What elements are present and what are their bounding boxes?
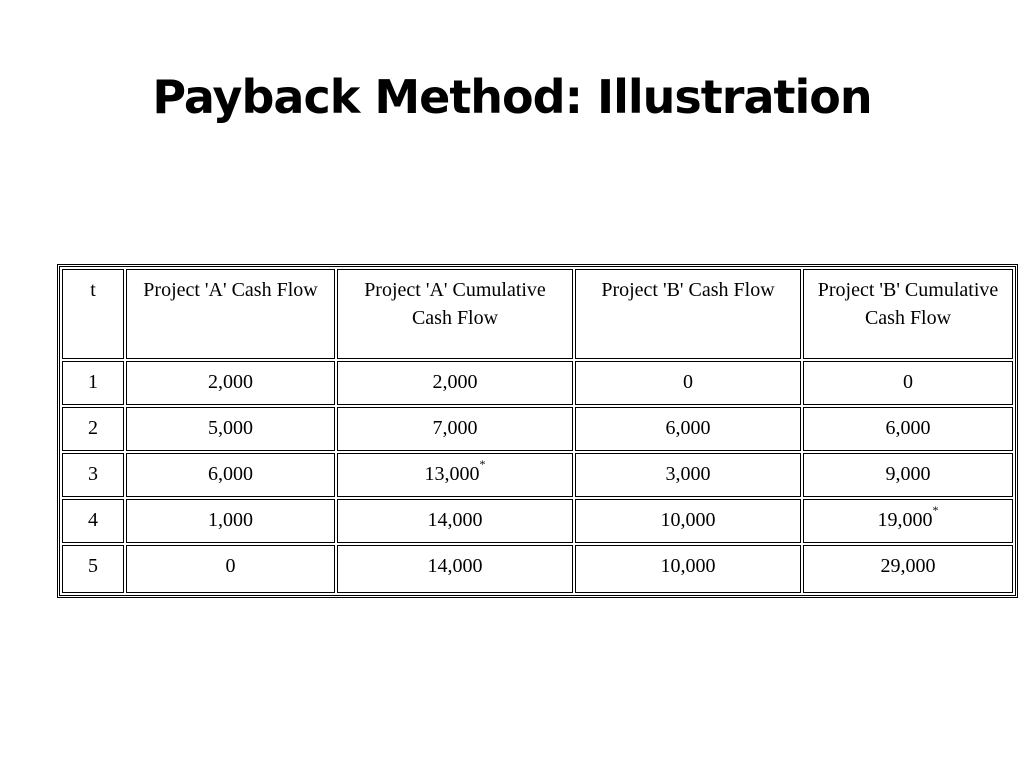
- header-project-a-cumulative: Project 'A' Cumulative Cash Flow: [337, 269, 573, 359]
- table-row: [62, 361, 1013, 405]
- cell-b-cumulative-value: 19,000: [877, 509, 933, 531]
- cell-a-cumulative: [337, 453, 573, 497]
- table-row: [62, 499, 1013, 543]
- cell-b-cumulative: 6,000: [803, 407, 1013, 451]
- cell-period: 1: [62, 361, 124, 405]
- cell-a-cumulative: 14,000: [337, 499, 573, 543]
- table-row: [62, 545, 1013, 593]
- cell-a-cumulative-value: 13,000: [424, 463, 480, 485]
- cell-a-cumulative: 2,000: [337, 361, 573, 405]
- cell-period: 4: [62, 499, 124, 543]
- cell-b-cumulative: 0: [803, 361, 1013, 405]
- cell-a-cash: 1,000: [126, 499, 335, 543]
- cell-b-cash: 3,000: [575, 453, 801, 497]
- cell-a-cash: 0: [126, 545, 335, 593]
- cell-period: 5: [62, 545, 124, 593]
- cell-b-cumulative: [803, 499, 1013, 543]
- table-row: [62, 453, 1013, 497]
- header-project-b-cash-flow: Project 'B' Cash Flow: [575, 269, 801, 359]
- payback-marker: *: [932, 503, 939, 518]
- header-project-b-cumulative: Project 'B' Cumulative Cash Flow: [803, 269, 1013, 359]
- header-project-a-cash-flow: Project 'A' Cash Flow: [126, 269, 335, 359]
- cell-period: 3: [62, 453, 124, 497]
- cell-a-cash: 6,000: [126, 453, 335, 497]
- payback-marker: *: [479, 457, 486, 472]
- cell-a-cash: 5,000: [126, 407, 335, 451]
- cell-a-cash: 2,000: [126, 361, 335, 405]
- slide-title: Payback Method: Illustration: [152, 70, 872, 124]
- header-period: t: [62, 269, 124, 359]
- table-header-row: [62, 269, 1013, 359]
- cell-b-cash: 0: [575, 361, 801, 405]
- cell-a-cumulative: 7,000: [337, 407, 573, 451]
- cell-period: 2: [62, 407, 124, 451]
- cell-b-cash: 6,000: [575, 407, 801, 451]
- cell-b-cash: 10,000: [575, 545, 801, 593]
- cell-b-cumulative: 9,000: [803, 453, 1013, 497]
- cell-b-cash: 10,000: [575, 499, 801, 543]
- payback-table: [57, 264, 1018, 598]
- cell-b-cumulative: 29,000: [803, 545, 1013, 593]
- cell-a-cumulative: 14,000: [337, 545, 573, 593]
- table-row: [62, 407, 1013, 451]
- payback-table-container: [57, 264, 1016, 598]
